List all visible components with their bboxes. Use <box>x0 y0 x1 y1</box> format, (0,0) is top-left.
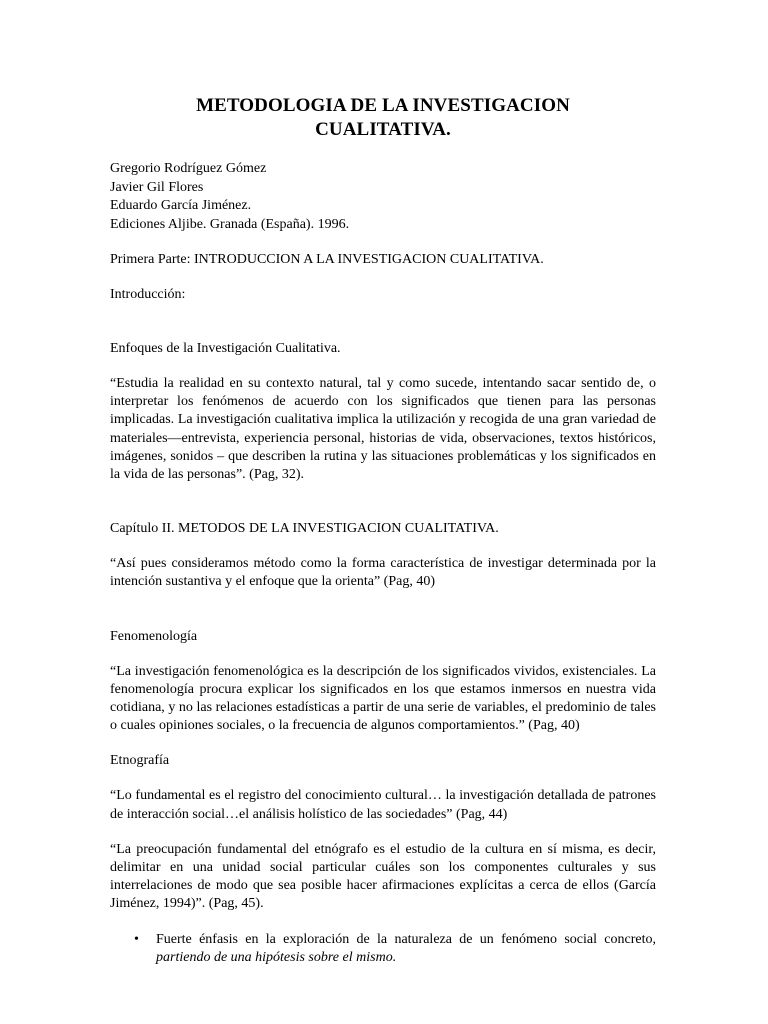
phenomenology-heading: Fenomenología <box>110 628 198 644</box>
chapter-quote: “Así pues consideramos método como la forma característica de investigar determinada por la intención sustantiva y el enfoque que la orienta” (Pag, 40) <box>110 556 656 590</box>
bullet-icon: • <box>134 931 139 947</box>
phenomenology-quote: “La investigación fenomenológica es la descripción de los significados vividos, existenciales. La fenomenología procura explicar los significados en los que estamos inmersos en nuestra vida cotidiana, y no las relaciones estadísticas a partir de una serie de variables, el predominio de tales o cuales opiniones sociales, o la frecuencia de algunos comportamientos.” (Pag, 40) <box>110 663 656 734</box>
title-line-1: METODOLOGIA DE LA INVESTIGACION <box>196 95 570 116</box>
publisher-line: Ediciones Aljibe. Granada (España). 1996. <box>110 216 350 232</box>
author-3: Eduardo García Jiménez. <box>110 198 252 213</box>
approaches-heading: Enfoques de la Investigación Cualitativa. <box>110 341 341 356</box>
bullet-italic-text: partiendo de una hipótesis sobre el mismo. <box>156 949 397 965</box>
ethnography-quote-2: “La preocupación fundamental del etnógrafo es el estudio de la cultura en sí misma, es decir, delimitar en una unidad social particular cuáles son los componentes culturales y sus interrelaciones de modo que sea posible hacer afirmaciones explícitas a cerca de ellos (García Jiménez, 1994)”. (Pag, 45). <box>110 841 656 912</box>
ethnography-quote-1: “Lo fundamental es el registro del conocimiento cultural… la investigación detallada de patrones de interacción social…el análisis holístico de las sociedades” (Pag, 44) <box>110 788 656 822</box>
list-item <box>134 931 656 967</box>
document-title <box>110 94 656 142</box>
ethnography-heading: Etnografía <box>110 753 170 769</box>
title-line-2: CUALITATIVA. <box>315 119 451 140</box>
author-1: Gregorio Rodríguez Gómez <box>110 161 267 176</box>
bullet-list <box>110 931 656 967</box>
approaches-quote: “Estudia la realidad en su contexto natural, tal y como sucede, intentando sacar sentido de, o interpretar los fenómenos de acuerdo con los significados que tienen para las personas implicadas. La investigación cualitativa implica la utilización y recogida de una gran variedad de materiales—entrevista, experiencia personal, historias de vida, observaciones, textos históricos, imágenes, sonidos – que describen la rutina y las situaciones problemáticas y los significados en la vida de las personas”. (Pag, 32). <box>110 376 656 483</box>
part-heading: Primera Parte: INTRODUCCION A LA INVESTIGACION CUALITATIVA. <box>110 252 544 267</box>
chapter-heading: Capítulo II. METODOS DE LA INVESTIGACION CUALITATIVA. <box>110 521 499 537</box>
bullet-text: Fuerte énfasis en la exploración de la naturaleza de un fenómeno social concreto, <box>156 931 656 947</box>
author-block <box>110 160 656 234</box>
author-2: Javier Gil Flores <box>110 179 204 195</box>
intro-heading: Introducción: <box>110 287 186 302</box>
